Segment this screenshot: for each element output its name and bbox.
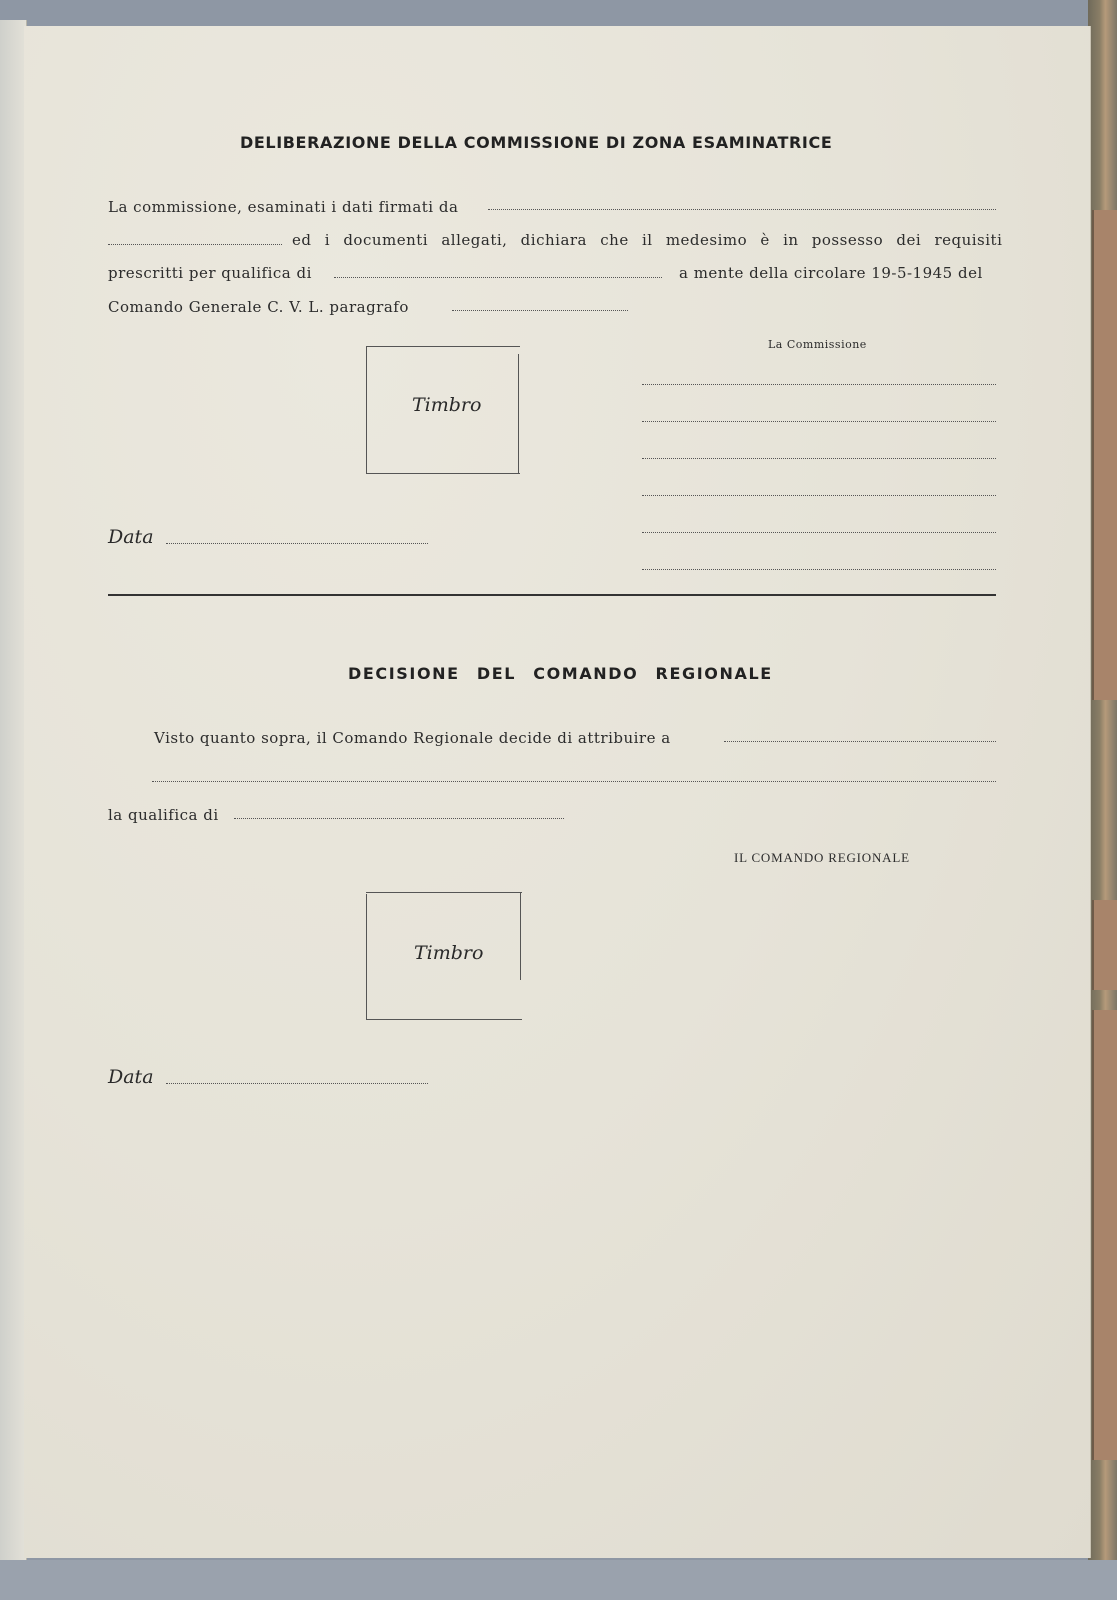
commission-signature-line[interactable] [642, 569, 996, 570]
assigned-qualification-field[interactable] [234, 818, 564, 819]
stamp-label: Timbro [414, 942, 484, 964]
section2-line1: Visto quanto sopra, il Comando Regionale decide di attribuire a [154, 729, 671, 747]
command-label: IL COMANDO REGIONALE [734, 850, 910, 865]
date-label: Data [108, 1066, 154, 1088]
commission-label: La Commissione [768, 338, 867, 351]
commission-signature-line[interactable] [642, 458, 996, 459]
section2-title: DECISIONE DEL COMANDO REGIONALE [348, 664, 773, 683]
section1-line3b: a mente della circolare 19-5-1945 del [679, 264, 983, 282]
section1-line3a: prescritti per qualifica di [108, 264, 312, 282]
section1-title: DELIBERAZIONE DELLA COMMISSIONE DI ZONA ESAMINATRICE [240, 133, 833, 152]
commission-signature-line[interactable] [642, 495, 996, 496]
commission-signature-line[interactable] [642, 532, 996, 533]
commission-signature-line[interactable] [642, 421, 996, 422]
section2-line2: la qualifica di [108, 806, 219, 824]
signatory-name-field[interactable] [488, 209, 996, 210]
background [0, 1560, 1117, 1600]
date-field[interactable] [166, 1083, 428, 1084]
stamp-box [366, 346, 520, 474]
commission-signature-line[interactable] [642, 384, 996, 385]
stamp-label: Timbro [412, 394, 482, 416]
stamp-box [366, 892, 522, 1020]
paragraph-field[interactable] [452, 310, 628, 311]
book-edge-strip [1092, 1010, 1117, 1460]
book-edge-strip [1092, 210, 1117, 700]
section1-line4: Comando Generale C. V. L. paragrafo [108, 298, 409, 316]
qualification-field[interactable] [334, 277, 662, 278]
left-page-edge [0, 20, 27, 1565]
section1-line2: ed i documenti allegati, dichiara che il medesimo è in possesso dei requisiti [292, 231, 1003, 249]
date-field[interactable] [166, 543, 428, 544]
section-divider [108, 594, 996, 596]
date-label: Data [108, 526, 154, 548]
section1-line1: La commissione, esaminati i dati firmati da [108, 198, 459, 216]
recipient-field-cont[interactable] [152, 781, 996, 782]
form-sheet [24, 26, 1090, 1558]
book-edge-strip [1092, 900, 1117, 990]
recipient-field[interactable] [724, 741, 996, 742]
signatory-name-field-cont[interactable] [108, 244, 282, 245]
